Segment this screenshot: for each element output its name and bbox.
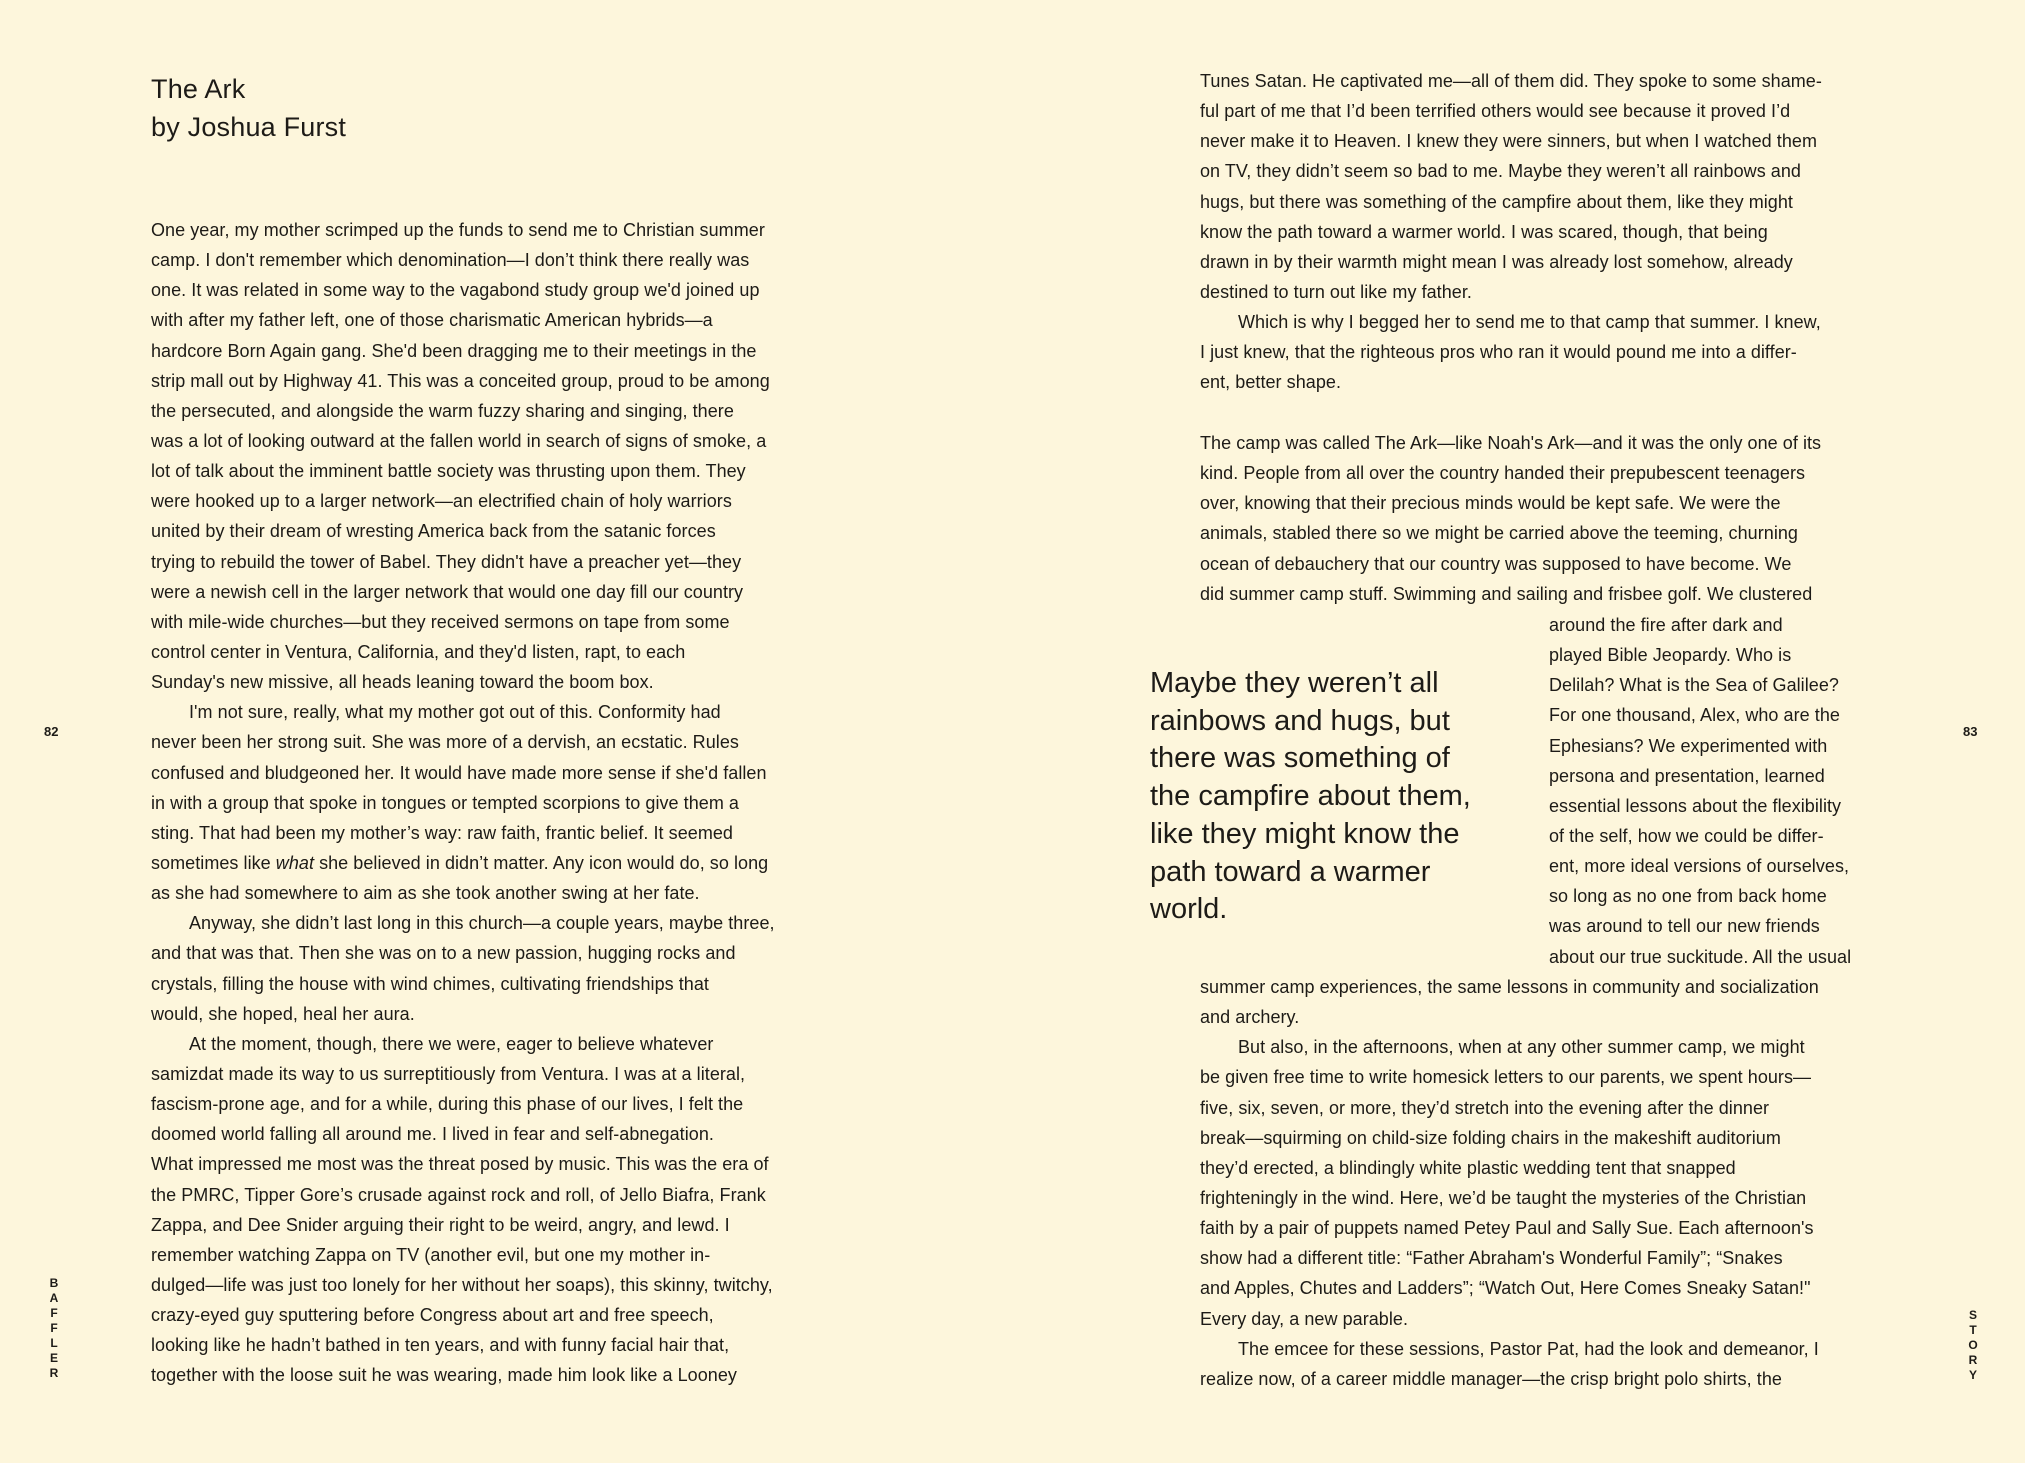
- label-letter: Y: [1968, 1368, 1977, 1382]
- text-line: kind. People from all over the country handed their prepubescent teenagers: [1200, 463, 1806, 484]
- text-line: frighteningly in the wind. Here, we’d be taught the mysteries of the Christian: [1200, 1187, 1807, 1208]
- text-line: they’d erected, a blindingly white plastic wedding tent that snapped: [1200, 1157, 1736, 1178]
- text-line: essential lessons about the flexibility: [1549, 795, 1842, 816]
- paragraph-start-line: But also, in the afternoons, when at any other summer camp, we might: [1238, 1037, 1805, 1058]
- pull-quote-line: path toward a warmer: [1150, 855, 1431, 888]
- text-line: break—squirming on child-size folding chairs in the makeshift auditorium: [1200, 1127, 1781, 1148]
- right-column-bottom-text: [1200, 972, 1875, 1394]
- pull-quote-line: the campfire about them,: [1150, 780, 1471, 813]
- pull-quote-line: there was something of: [1150, 742, 1450, 775]
- text-line: and Apples, Chutes and Ladders”; “Watch Out, Here Comes Sneaky Satan!": [1200, 1278, 1811, 1299]
- text-line: camp. I don't remember which denomination—I don’t think there really was: [151, 250, 750, 271]
- text-line: was around to tell our new friends: [1549, 916, 1820, 937]
- text-run: she believed in didn’t matter. Any icon would do, so long: [314, 852, 769, 873]
- text-line-with-emphasis: [151, 848, 826, 878]
- text-line: the PMRC, Tipper Gore’s crusade against rock and roll, of Jello Biafra, Frank: [151, 1184, 766, 1205]
- text-line: in with a group that spoke in tongues or tempted scorpions to give them a: [151, 792, 739, 813]
- text-line: animals, stabled there so we might be carried above the teeming, churning: [1200, 523, 1798, 544]
- text-line: together with the loose suit he was wearing, made him look like a Looney: [151, 1365, 737, 1386]
- text-line: For one thousand, Alex, who are the: [1549, 705, 1840, 726]
- text-line: confused and bludgeoned her. It would have made more sense if she'd fallen: [151, 762, 767, 783]
- label-letter: L: [50, 1336, 58, 1350]
- text-line: show had a different title: “Father Abraham's Wonderful Family”; “Snakes: [1200, 1248, 1783, 1269]
- label-letter: A: [49, 1291, 59, 1305]
- text-line: Every day, a new parable.: [1200, 1308, 1409, 1329]
- text-line: were a newish cell in the larger network that would one day fill our country: [151, 581, 744, 602]
- label-letter: R: [1968, 1353, 1978, 1367]
- left-column-text: [151, 215, 826, 1390]
- text-line: One year, my mother scrimped up the funds to send me to Christian summer: [151, 220, 765, 240]
- label-letter: B: [49, 1276, 59, 1290]
- text-line: never make it to Heaven. I knew they were sinners, but when I watched them: [1200, 131, 1818, 152]
- text-line: hugs, but there was something of the campfire about them, like they might: [1200, 191, 1793, 212]
- text-line: remember watching Zappa on TV (another evil, but one my mother in-: [151, 1244, 711, 1265]
- text-line: control center in Ventura, California, and they'd listen, rapt, to each: [151, 641, 686, 662]
- section-label-story: [1966, 1308, 1980, 1383]
- text-line: know the path toward a warmer world. I was scared, though, that being: [1200, 221, 1768, 242]
- text-line: Ephesians? We experimented with: [1549, 735, 1828, 756]
- text-line: Sunday's new missive, all heads leaning toward the boom box.: [151, 672, 654, 693]
- text-line: did summer camp stuff. Swimming and sailing and frisbee golf. We clustered: [1200, 583, 1813, 604]
- label-letter: T: [1969, 1323, 1977, 1337]
- text-line: hardcore Born Again gang. She'd been dragging me to their meetings in the: [151, 340, 757, 361]
- text-line: lot of talk about the imminent battle society was thrusting upon them. They: [151, 461, 746, 482]
- text-line: were hooked up to a larger network—an electrified chain of holy warriors: [151, 491, 732, 512]
- pull-quote-line: like they might know the: [1150, 817, 1460, 850]
- text-line: Delilah? What is the Sea of Galilee?: [1549, 675, 1839, 696]
- text-line: crystals, filling the house with wind chimes, cultivating friendships that: [151, 973, 709, 994]
- article-byline: by Joshua Furst: [151, 112, 347, 142]
- text-line: with mile-wide churches—but they received sermons on tape from some: [151, 611, 730, 632]
- text-line: fascism-prone age, and for a while, during this phase of our lives, I felt the: [151, 1094, 744, 1115]
- emphasized-word: what: [275, 852, 315, 873]
- text-line: summer camp experiences, the same lessons in community and socialization: [1200, 977, 1819, 997]
- text-line: of the self, how we could be differ-: [1549, 825, 1824, 846]
- paragraph-start-line: The emcee for these sessions, Pastor Pat, had the look and demeanor, I: [1238, 1338, 1819, 1359]
- right-column-mid-text: [1200, 428, 1875, 609]
- text-line: and archery.: [1200, 1007, 1300, 1028]
- text-line: faith by a pair of puppets named Petey Paul and Sally Sue. Each afternoon's: [1200, 1218, 1814, 1239]
- text-line: crazy-eyed guy sputtering before Congress about art and free speech,: [151, 1305, 714, 1326]
- text-line: What impressed me most was the threat posed by music. This was the era of: [151, 1154, 769, 1175]
- label-letter: R: [49, 1366, 59, 1380]
- page-number-left: 82: [44, 724, 59, 739]
- text-line: united by their dream of wresting America back from the satanic forces: [151, 521, 716, 542]
- right-column-wrapped-text: [1549, 610, 1875, 972]
- text-line: ent, more ideal versions of ourselves,: [1549, 856, 1850, 877]
- text-line: on TV, they didn’t seem so bad to me. Maybe they weren’t all rainbows and: [1200, 161, 1801, 182]
- text-line: and that was that. Then she was on to a new passion, hugging rocks and: [151, 943, 736, 964]
- text-line: samizdat made its way to us surreptitiously from Ventura. I was at a literal,: [151, 1063, 746, 1084]
- text-line: was a lot of looking outward at the fallen world in search of signs of smoke, a: [151, 430, 767, 451]
- text-line: ful part of me that I’d been terrified others would see because it proved I’d: [1200, 101, 1791, 122]
- text-line: played Bible Jeopardy. Who is: [1549, 645, 1792, 666]
- article-header: [151, 70, 346, 146]
- text-line: Tunes Satan. He captivated me—all of them did. They spoke to some shame-: [1200, 71, 1822, 91]
- text-line: The camp was called The Ark—like Noah's Ark—and it was the only one of its: [1200, 433, 1822, 453]
- text-line: about our true suckitude. All the usual: [1549, 946, 1852, 967]
- text-line: as she had somewhere to aim as she took another swing at her fate.: [151, 883, 700, 904]
- text-line: realize now, of a career middle manager—the crisp bright polo shirts, the: [1200, 1368, 1782, 1389]
- paragraph-start-line: Which is why I begged her to send me to that camp that summer. I knew,: [1238, 312, 1821, 333]
- text-line: doomed world falling all around me. I lived in fear and self-abnegation.: [151, 1124, 714, 1145]
- text-line: looking like he hadn’t bathed in ten years, and with funny facial hair that,: [151, 1335, 730, 1356]
- paragraph-start-line: I'm not sure, really, what my mother got out of this. Conformity had: [189, 702, 721, 723]
- text-line: trying to rebuild the tower of Babel. They didn't have a preacher yet—they: [151, 551, 742, 572]
- section-label-baffler: [47, 1276, 61, 1381]
- text-line: ent, better shape.: [1200, 372, 1341, 393]
- text-line: Zappa, and Dee Snider arguing their right to be weird, angry, and lewd. I: [151, 1214, 730, 1235]
- text-line: around the fire after dark and: [1549, 615, 1783, 635]
- page-number-right: 83: [1963, 724, 1978, 739]
- paragraph-start-line: Anyway, she didn’t last long in this church—a couple years, maybe three,: [189, 913, 775, 934]
- article-title: The Ark: [151, 74, 246, 104]
- text-line: persona and presentation, learned: [1549, 765, 1825, 786]
- label-letter: F: [50, 1321, 58, 1335]
- text-line: over, knowing that their precious minds would be kept safe. We were the: [1200, 493, 1781, 514]
- pull-quote-line: world.: [1150, 893, 1228, 926]
- text-line: I just knew, that the righteous pros who ran it would pound me into a differ-: [1200, 342, 1797, 363]
- label-letter: O: [1968, 1338, 1978, 1352]
- text-line: destined to turn out like my father.: [1200, 281, 1472, 302]
- text-line: strip mall out by Highway 41. This was a conceited group, proud to be among: [151, 370, 770, 391]
- right-column-top-text: [1200, 66, 1875, 398]
- pull-quote-line: rainbows and hugs, but: [1150, 704, 1450, 737]
- text-line: dulged—life was just too lonely for her without her soaps), this skinny, twitchy,: [151, 1274, 773, 1295]
- pull-quote-line: Maybe they weren’t all: [1150, 667, 1439, 699]
- text-line: with after my father left, one of those charismatic American hybrids—a: [151, 310, 713, 331]
- text-line: would, she hoped, heal her aura.: [151, 1003, 415, 1024]
- text-line: one. It was related in some way to the vagabond study group we'd joined up: [151, 280, 760, 301]
- label-letter: E: [49, 1351, 58, 1365]
- text-line: drawn in by their warmth might mean I was already lost somehow, already: [1200, 251, 1793, 272]
- paragraph-start-line: At the moment, though, there we were, eager to believe whatever: [189, 1033, 714, 1054]
- pull-quote: [1150, 665, 1520, 929]
- text-line: so long as no one from back home: [1549, 886, 1827, 907]
- text-line: never been her strong suit. She was more of a dervish, an ecstatic. Rules: [151, 732, 739, 753]
- label-letter: F: [50, 1306, 58, 1320]
- label-letter: S: [1968, 1308, 1977, 1322]
- text-line: sting. That had been my mother’s way: raw faith, frantic belief. It seemed: [151, 822, 733, 843]
- text-line: five, six, seven, or more, they’d stretch into the evening after the dinner: [1200, 1097, 1770, 1118]
- text-line: the persecuted, and alongside the warm fuzzy sharing and singing, there: [151, 400, 734, 421]
- text-run: sometimes like: [151, 852, 276, 873]
- text-line: be given free time to write homesick letters to our parents, we spent hours—: [1200, 1067, 1812, 1088]
- text-line: ocean of debauchery that our country was supposed to have become. We: [1200, 553, 1792, 574]
